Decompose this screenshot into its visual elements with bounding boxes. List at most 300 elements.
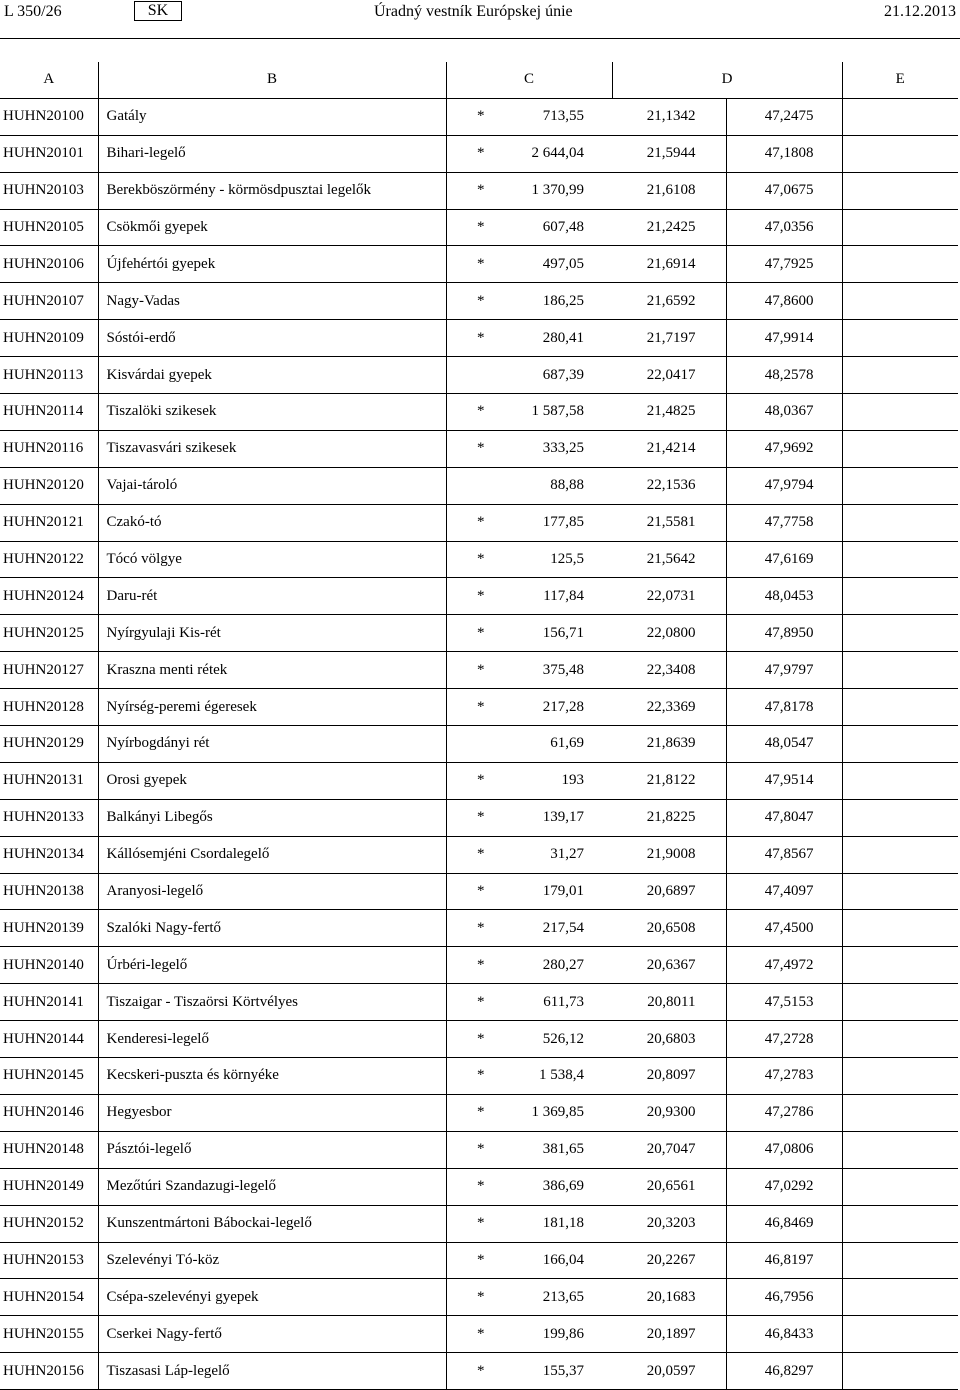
priority-marker: * bbox=[477, 1288, 485, 1305]
site-latitude: 47,9794 bbox=[726, 467, 842, 504]
site-name: Nyírség-peremi égeresek bbox=[98, 689, 446, 726]
table-row bbox=[0, 799, 958, 836]
site-longitude: 22,1536 bbox=[612, 467, 726, 504]
priority-marker: * bbox=[477, 661, 485, 678]
priority-area-cell bbox=[446, 947, 612, 984]
priority-marker: * bbox=[477, 624, 485, 641]
site-code: HUHN20114 bbox=[0, 394, 98, 431]
site-area: 386,69 bbox=[542, 1178, 584, 1195]
site-longitude: 21,6592 bbox=[612, 283, 726, 320]
site-area: 117,84 bbox=[543, 587, 584, 604]
table-row bbox=[0, 1131, 958, 1168]
site-name: Kecskeri-puszta és környéke bbox=[98, 1058, 446, 1095]
site-area: 607,48 bbox=[542, 219, 584, 235]
priority-area-cell bbox=[446, 394, 612, 431]
site-latitude: 47,5153 bbox=[726, 984, 842, 1021]
priority-marker: * bbox=[477, 993, 485, 1010]
site-name: Orosi gyepek bbox=[98, 762, 446, 799]
empty-cell bbox=[842, 799, 958, 836]
site-longitude: 20,6561 bbox=[612, 1168, 726, 1205]
site-longitude: 20,6508 bbox=[612, 910, 726, 947]
empty-cell bbox=[842, 689, 958, 726]
site-longitude: 20,9300 bbox=[612, 1094, 726, 1131]
site-code: HUHN20103 bbox=[0, 172, 98, 209]
priority-marker: * bbox=[477, 772, 485, 789]
priority-area-cell bbox=[446, 209, 612, 246]
site-longitude: 21,6914 bbox=[612, 246, 726, 283]
site-latitude: 47,9914 bbox=[726, 320, 842, 357]
table-row bbox=[0, 1279, 958, 1316]
empty-cell bbox=[842, 430, 958, 467]
site-area: 497,05 bbox=[542, 255, 584, 272]
site-latitude: 47,4500 bbox=[726, 910, 842, 947]
site-latitude: 47,4972 bbox=[726, 947, 842, 984]
site-latitude: 47,2783 bbox=[726, 1058, 842, 1095]
priority-area-cell bbox=[446, 1242, 612, 1279]
empty-cell bbox=[842, 1168, 958, 1205]
site-code: HUHN20146 bbox=[0, 1094, 98, 1131]
table-row bbox=[0, 541, 958, 578]
site-name: Nyírbogdányi rét bbox=[98, 726, 446, 763]
priority-area-cell bbox=[446, 762, 612, 799]
column-header-a: A bbox=[0, 62, 98, 98]
site-latitude: 46,7956 bbox=[726, 1279, 842, 1316]
empty-cell bbox=[842, 1316, 958, 1353]
site-name: Aranyosi-legelő bbox=[98, 873, 446, 910]
site-area: 217,54 bbox=[542, 919, 584, 936]
priority-area-cell bbox=[446, 1021, 612, 1058]
site-name: Nyírgyulaji Kis-rét bbox=[98, 615, 446, 652]
site-longitude: 21,1342 bbox=[612, 98, 726, 135]
site-longitude: 20,0597 bbox=[612, 1353, 726, 1390]
priority-marker: * bbox=[477, 956, 485, 973]
site-code: HUHN20140 bbox=[0, 947, 98, 984]
table-row bbox=[0, 836, 958, 873]
site-code: HUHN20105 bbox=[0, 209, 98, 246]
site-longitude: 22,0731 bbox=[612, 578, 726, 615]
site-area: 139,17 bbox=[542, 809, 584, 826]
empty-cell bbox=[842, 1021, 958, 1058]
site-name: Tócó völgye bbox=[98, 541, 446, 578]
site-longitude: 22,3408 bbox=[612, 652, 726, 689]
site-longitude: 21,4214 bbox=[612, 430, 726, 467]
table-row bbox=[0, 394, 958, 431]
site-latitude: 47,7925 bbox=[726, 246, 842, 283]
priority-area-cell bbox=[446, 578, 612, 615]
site-name: Kenderesi-legelő bbox=[98, 1021, 446, 1058]
site-latitude: 47,1808 bbox=[726, 135, 842, 172]
empty-cell bbox=[842, 652, 958, 689]
site-code: HUHN20139 bbox=[0, 910, 98, 947]
empty-cell bbox=[842, 873, 958, 910]
site-code: HUHN20129 bbox=[0, 726, 98, 763]
empty-cell bbox=[842, 947, 958, 984]
table-row bbox=[0, 209, 958, 246]
priority-marker: * bbox=[477, 108, 485, 125]
site-longitude: 22,0417 bbox=[612, 357, 726, 394]
priority-marker: * bbox=[477, 919, 485, 936]
table-row bbox=[0, 762, 958, 799]
site-code: HUHN20125 bbox=[0, 615, 98, 652]
site-code: HUHN20121 bbox=[0, 504, 98, 541]
site-longitude: 21,8225 bbox=[612, 799, 726, 836]
site-latitude: 47,2786 bbox=[726, 1094, 842, 1131]
priority-area-cell bbox=[446, 726, 612, 763]
site-code: HUHN20155 bbox=[0, 1316, 98, 1353]
priority-area-cell bbox=[446, 1353, 612, 1390]
priority-marker: * bbox=[477, 1141, 485, 1158]
table-row bbox=[0, 172, 958, 209]
site-area: 713,55 bbox=[542, 108, 584, 125]
empty-cell bbox=[842, 504, 958, 541]
sites-table bbox=[0, 62, 958, 1390]
table-row bbox=[0, 910, 958, 947]
site-longitude: 20,6897 bbox=[612, 873, 726, 910]
site-code: HUHN20131 bbox=[0, 762, 98, 799]
table-header-row bbox=[0, 62, 958, 98]
priority-marker: * bbox=[477, 587, 485, 604]
priority-area-cell bbox=[446, 320, 612, 357]
empty-cell bbox=[842, 283, 958, 320]
table-row bbox=[0, 467, 958, 504]
priority-area-cell bbox=[446, 910, 612, 947]
priority-marker: * bbox=[477, 1030, 485, 1047]
priority-marker: * bbox=[477, 846, 485, 863]
priority-area-cell bbox=[446, 984, 612, 1021]
empty-cell bbox=[842, 246, 958, 283]
priority-area-cell bbox=[446, 799, 612, 836]
priority-marker: * bbox=[477, 551, 485, 568]
empty-cell bbox=[842, 394, 958, 431]
page-header bbox=[0, 0, 960, 26]
site-longitude: 21,9008 bbox=[612, 836, 726, 873]
site-name: Tiszasasi Láp-legelő bbox=[98, 1353, 446, 1390]
table-row bbox=[0, 578, 958, 615]
site-latitude: 48,0547 bbox=[726, 726, 842, 763]
site-code: HUHN20134 bbox=[0, 836, 98, 873]
priority-area-cell bbox=[446, 652, 612, 689]
column-header-b: B bbox=[98, 62, 446, 98]
priority-area-cell bbox=[446, 1058, 612, 1095]
site-latitude: 47,8178 bbox=[726, 689, 842, 726]
priority-area-cell bbox=[446, 1168, 612, 1205]
site-latitude: 47,7758 bbox=[726, 504, 842, 541]
site-longitude: 21,5642 bbox=[612, 541, 726, 578]
table-row bbox=[0, 135, 958, 172]
priority-area-cell bbox=[446, 172, 612, 209]
site-latitude: 47,4097 bbox=[726, 873, 842, 910]
site-name: Tiszaigar - Tiszaörsi Körtvélyes bbox=[98, 984, 446, 1021]
site-area: 179,01 bbox=[542, 883, 584, 900]
priority-marker: * bbox=[477, 292, 485, 309]
site-area: 526,12 bbox=[542, 1030, 584, 1047]
priority-marker: * bbox=[477, 329, 485, 346]
site-longitude: 21,7197 bbox=[612, 320, 726, 357]
priority-marker: * bbox=[477, 1104, 485, 1121]
priority-area-cell bbox=[446, 836, 612, 873]
site-name: Berekböszörmény - körmösdpusztai legelők bbox=[98, 172, 446, 209]
site-name: Sóstói-erdő bbox=[98, 320, 446, 357]
site-area: 155,37 bbox=[542, 1362, 584, 1379]
site-area: 2 644,04 bbox=[531, 145, 584, 162]
table-row bbox=[0, 430, 958, 467]
table-row bbox=[0, 615, 958, 652]
site-code: HUHN20133 bbox=[0, 799, 98, 836]
table-row bbox=[0, 320, 958, 357]
priority-marker: * bbox=[477, 219, 485, 235]
priority-area-cell bbox=[446, 357, 612, 394]
empty-cell bbox=[842, 172, 958, 209]
table-row bbox=[0, 98, 958, 135]
site-latitude: 48,0453 bbox=[726, 578, 842, 615]
empty-cell bbox=[842, 135, 958, 172]
empty-cell bbox=[842, 1205, 958, 1242]
table-row bbox=[0, 357, 958, 394]
priority-marker: * bbox=[477, 182, 485, 199]
site-area: 1 538,4 bbox=[539, 1067, 584, 1084]
site-longitude: 22,3369 bbox=[612, 689, 726, 726]
site-name: Mezőtúri Szandazugi-legelő bbox=[98, 1168, 446, 1205]
site-area: 687,39 bbox=[542, 366, 584, 383]
table-row bbox=[0, 1316, 958, 1353]
table-row bbox=[0, 1094, 958, 1131]
site-area: 213,65 bbox=[542, 1288, 584, 1305]
site-code: HUHN20154 bbox=[0, 1279, 98, 1316]
header-rule bbox=[0, 38, 960, 39]
site-code: HUHN20100 bbox=[0, 98, 98, 135]
site-code: HUHN20144 bbox=[0, 1021, 98, 1058]
priority-marker: * bbox=[477, 145, 485, 162]
site-longitude: 21,4825 bbox=[612, 394, 726, 431]
priority-area-cell bbox=[446, 283, 612, 320]
column-header-e: E bbox=[842, 62, 958, 98]
priority-area-cell bbox=[446, 467, 612, 504]
site-code: HUHN20156 bbox=[0, 1353, 98, 1390]
site-area: 375,48 bbox=[542, 661, 584, 678]
table-row bbox=[0, 726, 958, 763]
priority-marker: * bbox=[477, 1178, 485, 1195]
empty-cell bbox=[842, 1131, 958, 1168]
priority-marker: * bbox=[477, 514, 485, 531]
site-name: Kraszna menti rétek bbox=[98, 652, 446, 689]
empty-cell bbox=[842, 467, 958, 504]
priority-area-cell bbox=[446, 1131, 612, 1168]
priority-marker: * bbox=[477, 1067, 485, 1084]
table-row bbox=[0, 504, 958, 541]
priority-marker: * bbox=[477, 698, 485, 715]
site-code: HUHN20149 bbox=[0, 1168, 98, 1205]
site-latitude: 46,8197 bbox=[726, 1242, 842, 1279]
site-area: 156,71 bbox=[542, 624, 584, 641]
language-code-box: SK bbox=[134, 1, 182, 21]
site-longitude: 20,8011 bbox=[612, 984, 726, 1021]
priority-marker: * bbox=[477, 403, 485, 420]
journal-title: Úradný vestník Európskej únie bbox=[374, 3, 573, 20]
site-name: Újfehértói gyepek bbox=[98, 246, 446, 283]
site-code: HUHN20113 bbox=[0, 357, 98, 394]
empty-cell bbox=[842, 357, 958, 394]
empty-cell bbox=[842, 762, 958, 799]
priority-marker: * bbox=[477, 440, 485, 457]
site-longitude: 21,8639 bbox=[612, 726, 726, 763]
site-code: HUHN20153 bbox=[0, 1242, 98, 1279]
site-longitude: 20,6367 bbox=[612, 947, 726, 984]
site-latitude: 47,9692 bbox=[726, 430, 842, 467]
site-latitude: 47,0806 bbox=[726, 1131, 842, 1168]
column-header-d: D bbox=[612, 62, 842, 98]
site-name: Kunszentmártoni Bábockai-legelő bbox=[98, 1205, 446, 1242]
site-area: 1 587,58 bbox=[531, 403, 584, 420]
priority-area-cell bbox=[446, 1279, 612, 1316]
site-name: Gatály bbox=[98, 98, 446, 135]
table-row bbox=[0, 652, 958, 689]
site-latitude: 46,8469 bbox=[726, 1205, 842, 1242]
site-name: Csökmői gyepek bbox=[98, 209, 446, 246]
site-code: HUHN20116 bbox=[0, 430, 98, 467]
column-header-c: C bbox=[446, 62, 612, 98]
empty-cell bbox=[842, 1058, 958, 1095]
table-row bbox=[0, 1168, 958, 1205]
empty-cell bbox=[842, 615, 958, 652]
priority-marker: * bbox=[477, 1362, 485, 1379]
table-row bbox=[0, 246, 958, 283]
site-code: HUHN20141 bbox=[0, 984, 98, 1021]
empty-cell bbox=[842, 726, 958, 763]
site-area: 88,88 bbox=[550, 477, 584, 494]
site-latitude: 47,0675 bbox=[726, 172, 842, 209]
priority-area-cell bbox=[446, 504, 612, 541]
site-area: 280,41 bbox=[542, 329, 584, 346]
site-area: 181,18 bbox=[542, 1215, 584, 1232]
priority-area-cell bbox=[446, 689, 612, 726]
site-longitude: 21,5944 bbox=[612, 135, 726, 172]
site-longitude: 22,0800 bbox=[612, 615, 726, 652]
site-code: HUHN20124 bbox=[0, 578, 98, 615]
site-longitude: 20,3203 bbox=[612, 1205, 726, 1242]
empty-cell bbox=[842, 541, 958, 578]
site-longitude: 20,1897 bbox=[612, 1316, 726, 1353]
site-code: HUHN20122 bbox=[0, 541, 98, 578]
site-latitude: 47,9797 bbox=[726, 652, 842, 689]
site-name: Hegyesbor bbox=[98, 1094, 446, 1131]
empty-cell bbox=[842, 578, 958, 615]
site-code: HUHN20109 bbox=[0, 320, 98, 357]
site-code: HUHN20107 bbox=[0, 283, 98, 320]
site-latitude: 48,0367 bbox=[726, 394, 842, 431]
site-longitude: 21,2425 bbox=[612, 209, 726, 246]
site-longitude: 20,6803 bbox=[612, 1021, 726, 1058]
priority-area-cell bbox=[446, 541, 612, 578]
priority-area-cell bbox=[446, 135, 612, 172]
site-latitude: 47,8567 bbox=[726, 836, 842, 873]
site-area: 199,86 bbox=[542, 1325, 584, 1342]
empty-cell bbox=[842, 98, 958, 135]
table-row bbox=[0, 1205, 958, 1242]
site-code: HUHN20138 bbox=[0, 873, 98, 910]
empty-cell bbox=[842, 1094, 958, 1131]
site-area: 280,27 bbox=[542, 956, 584, 973]
site-code: HUHN20145 bbox=[0, 1058, 98, 1095]
site-name: Csépa-szelevényi gyepek bbox=[98, 1279, 446, 1316]
table-row bbox=[0, 1353, 958, 1390]
empty-cell bbox=[842, 984, 958, 1021]
table-body bbox=[0, 98, 958, 1389]
site-area: 611,73 bbox=[543, 993, 584, 1010]
site-latitude: 47,2728 bbox=[726, 1021, 842, 1058]
empty-cell bbox=[842, 1353, 958, 1390]
site-latitude: 47,8950 bbox=[726, 615, 842, 652]
site-code: HUHN20106 bbox=[0, 246, 98, 283]
priority-marker: * bbox=[477, 1325, 485, 1342]
site-latitude: 46,8433 bbox=[726, 1316, 842, 1353]
site-name: Nagy-Vadas bbox=[98, 283, 446, 320]
site-latitude: 47,0292 bbox=[726, 1168, 842, 1205]
publication-date: 21.12.2013 bbox=[884, 3, 956, 20]
site-area: 31,27 bbox=[550, 846, 584, 863]
site-longitude: 21,8122 bbox=[612, 762, 726, 799]
site-area: 61,69 bbox=[550, 735, 584, 752]
site-name: Szelevényi Tó-köz bbox=[98, 1242, 446, 1279]
site-latitude: 47,8047 bbox=[726, 799, 842, 836]
priority-marker: * bbox=[477, 883, 485, 900]
site-name: Úrbéri-legelő bbox=[98, 947, 446, 984]
priority-area-cell bbox=[446, 615, 612, 652]
site-area: 186,25 bbox=[542, 292, 584, 309]
site-name: Pásztói-legelő bbox=[98, 1131, 446, 1168]
empty-cell bbox=[842, 1279, 958, 1316]
site-longitude: 21,5581 bbox=[612, 504, 726, 541]
page-reference: L 350/26 bbox=[4, 3, 62, 20]
site-name: Szalóki Nagy-fertő bbox=[98, 910, 446, 947]
site-longitude: 20,8097 bbox=[612, 1058, 726, 1095]
site-code: HUHN20148 bbox=[0, 1131, 98, 1168]
site-longitude: 21,6108 bbox=[612, 172, 726, 209]
site-longitude: 20,7047 bbox=[612, 1131, 726, 1168]
table-row bbox=[0, 984, 958, 1021]
empty-cell bbox=[842, 209, 958, 246]
site-latitude: 46,8297 bbox=[726, 1353, 842, 1390]
site-area: 177,85 bbox=[542, 514, 584, 531]
site-latitude: 47,8600 bbox=[726, 283, 842, 320]
site-area: 166,04 bbox=[542, 1251, 584, 1268]
site-area: 125,5 bbox=[550, 551, 584, 568]
site-area: 1 369,85 bbox=[531, 1104, 584, 1121]
empty-cell bbox=[842, 910, 958, 947]
site-area: 1 370,99 bbox=[531, 182, 584, 199]
priority-area-cell bbox=[446, 873, 612, 910]
table-row bbox=[0, 689, 958, 726]
priority-area-cell bbox=[446, 1316, 612, 1353]
priority-marker: * bbox=[477, 1251, 485, 1268]
table-row bbox=[0, 873, 958, 910]
site-name: Vajai-tároló bbox=[98, 467, 446, 504]
site-name: Cserkei Nagy-fertő bbox=[98, 1316, 446, 1353]
priority-marker: * bbox=[477, 1215, 485, 1232]
site-code: HUHN20120 bbox=[0, 467, 98, 504]
priority-marker: * bbox=[477, 809, 485, 826]
site-latitude: 47,9514 bbox=[726, 762, 842, 799]
site-longitude: 20,2267 bbox=[612, 1242, 726, 1279]
empty-cell bbox=[842, 836, 958, 873]
site-name: Tiszavasvári szikesek bbox=[98, 430, 446, 467]
table-row bbox=[0, 947, 958, 984]
table-row bbox=[0, 283, 958, 320]
site-latitude: 47,6169 bbox=[726, 541, 842, 578]
empty-cell bbox=[842, 320, 958, 357]
priority-area-cell bbox=[446, 1094, 612, 1131]
site-code: HUHN20127 bbox=[0, 652, 98, 689]
site-latitude: 48,2578 bbox=[726, 357, 842, 394]
